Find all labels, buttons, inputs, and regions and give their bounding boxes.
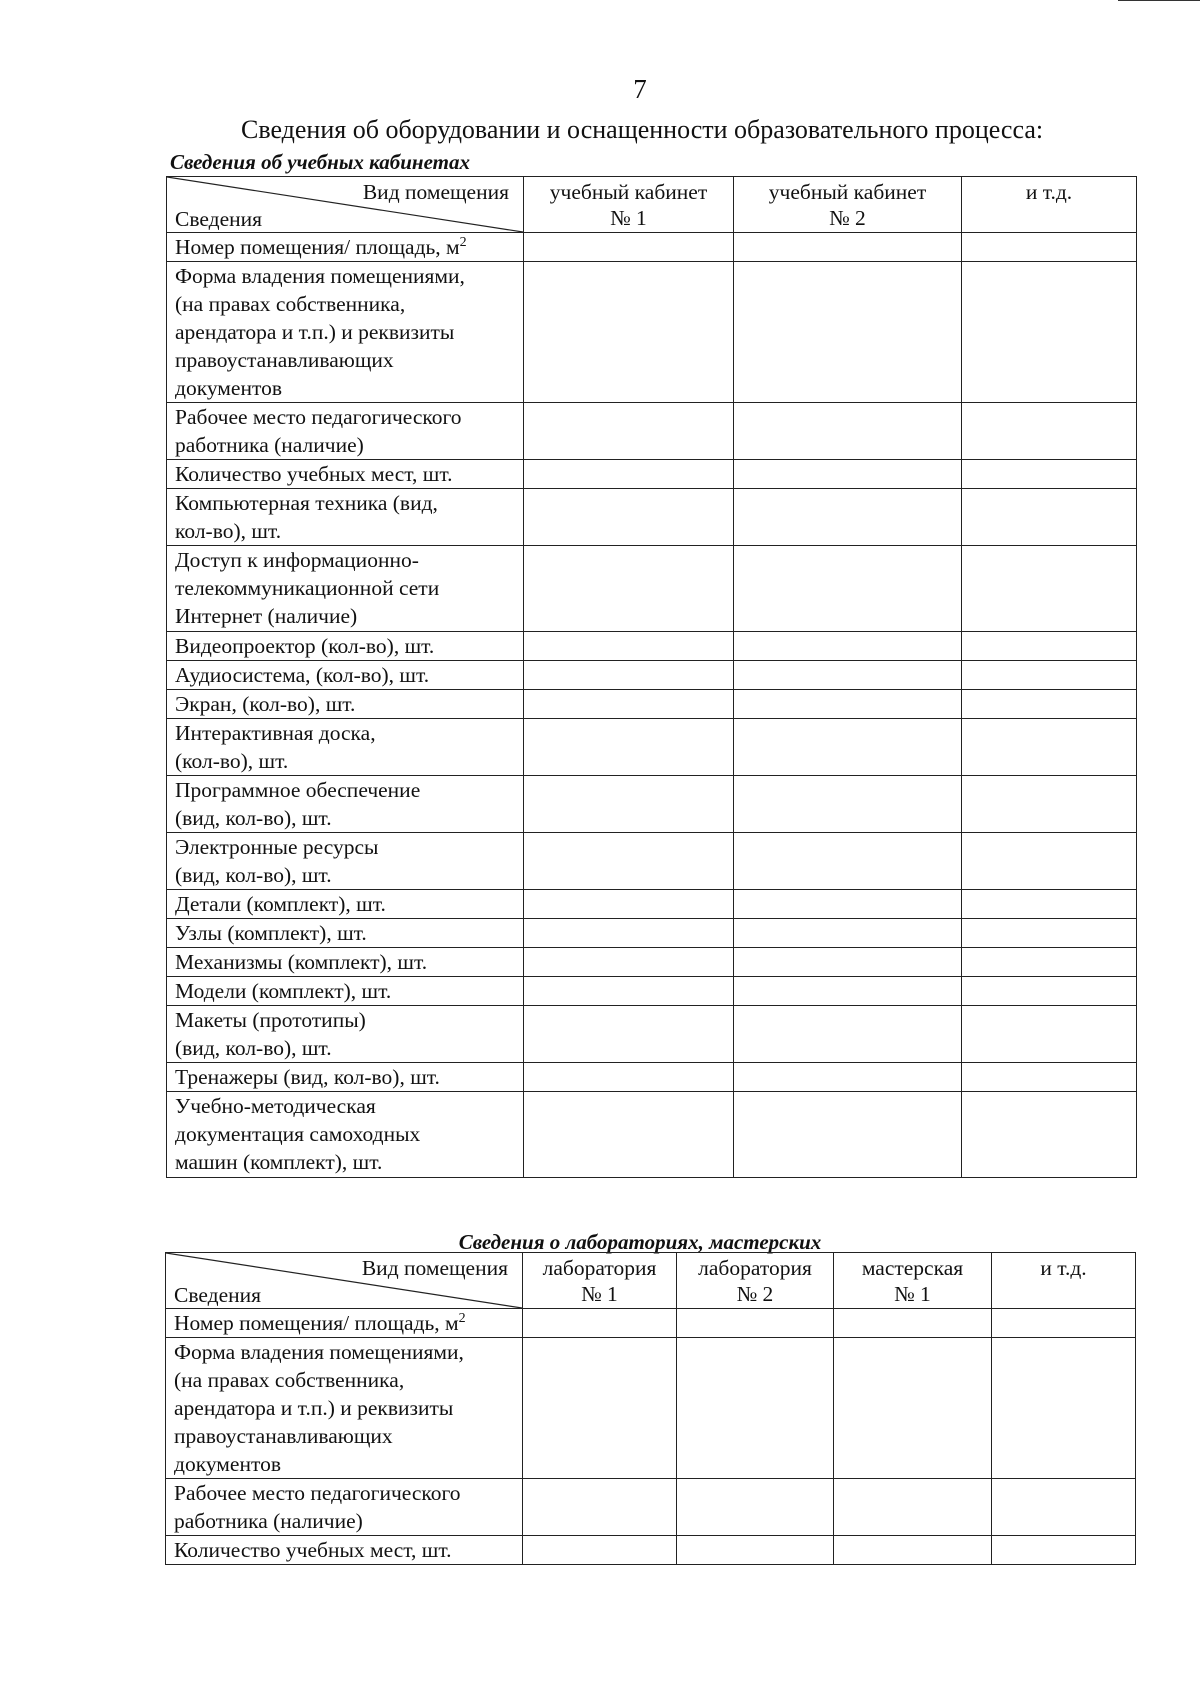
page-title: Сведения об оборудовании и оснащенности образовательного процесса:: [241, 115, 1044, 144]
column-header-label: мастерская № 1: [861, 1256, 964, 1306]
row-label-cell: [167, 262, 524, 403]
table-row: [166, 1479, 1136, 1536]
empty-value-cell: [523, 1536, 677, 1565]
empty-value-cell: [524, 833, 734, 890]
table-row: [167, 833, 1137, 890]
row-label: Программное обеспечение (вид, кол-во), шт.: [175, 778, 421, 830]
row-label: Номер помещения/ площадь, м: [174, 1311, 459, 1335]
row-label: Рабочее место педагогического работника (наличие): [174, 1481, 461, 1533]
empty-value-cell: [734, 776, 962, 833]
column-header: [734, 177, 962, 233]
empty-value-cell: [834, 1309, 992, 1338]
column-header: [962, 177, 1137, 233]
table-row: [167, 977, 1137, 1006]
table-row: [167, 233, 1137, 262]
row-label-cell: [167, 977, 524, 1006]
row-label-cell: [167, 489, 524, 546]
row-label-cell: [167, 1063, 524, 1092]
area-exponent: 2: [459, 234, 467, 250]
empty-value-cell: [524, 977, 734, 1006]
column-header-label: и т.д.: [1040, 1256, 1087, 1280]
empty-value-cell: [524, 1092, 734, 1178]
row-label: Аудиосистема, (кол-во), шт.: [175, 663, 430, 687]
page-number: 7: [633, 74, 647, 104]
table-row: [167, 1006, 1137, 1063]
empty-value-cell: [992, 1479, 1136, 1536]
row-label: Интерактивная доска, (кол-во), шт.: [175, 721, 376, 773]
row-label: Количество учебных мест, шт.: [174, 1538, 452, 1562]
cabinets-section-title: Сведения об учебных кабинетах: [170, 150, 470, 174]
table-row: [166, 1338, 1136, 1479]
empty-value-cell: [962, 719, 1137, 776]
empty-value-cell: [677, 1309, 834, 1338]
row-label-cell: [166, 1338, 523, 1479]
row-label-cell: [167, 776, 524, 833]
empty-value-cell: [734, 1092, 962, 1178]
row-label: Учебно-методическая документация самоходных машин (комплект), шт.: [175, 1094, 421, 1174]
empty-value-cell: [734, 948, 962, 977]
table-row: [166, 1536, 1136, 1565]
empty-value-cell: [962, 890, 1137, 919]
table-row: [167, 460, 1137, 489]
empty-value-cell: [677, 1536, 834, 1565]
row-label-cell: [167, 890, 524, 919]
empty-value-cell: [962, 460, 1137, 489]
empty-value-cell: [992, 1536, 1136, 1565]
column-header-label: и т.д.: [1025, 180, 1073, 204]
empty-value-cell: [962, 233, 1137, 262]
row-label: Форма владения помещениями, (на правах собственника, арендатора и т.п.) и реквизиты правоустанавливающих документов: [174, 1340, 464, 1476]
column-header: [834, 1253, 992, 1309]
empty-value-cell: [523, 1338, 677, 1479]
empty-value-cell: [962, 1006, 1137, 1063]
row-label: Тренажеры (вид, кол-во), шт.: [175, 1065, 440, 1089]
row-label: Доступ к информационно- телекоммуникационной сети Интернет (наличие): [175, 548, 440, 628]
corner-label-room-type: Вид помещения: [362, 180, 509, 204]
row-label-cell: [167, 460, 524, 489]
empty-value-cell: [962, 403, 1137, 460]
empty-value-cell: [524, 690, 734, 719]
empty-value-cell: [523, 1479, 677, 1536]
header-row: [166, 1253, 1136, 1309]
empty-value-cell: [992, 1309, 1136, 1338]
empty-value-cell: [734, 262, 962, 403]
row-label: Модели (комплект), шт.: [175, 979, 392, 1003]
column-header: [992, 1253, 1136, 1309]
empty-value-cell: [524, 489, 734, 546]
corner-label-info: Сведения: [174, 1283, 262, 1307]
area-exponent: 2: [458, 1310, 466, 1326]
scan-edge-line: [1118, 0, 1200, 1]
row-label: Экран, (кол-во), шт.: [175, 692, 356, 716]
table-row: [167, 661, 1137, 690]
row-label-cell: [167, 719, 524, 776]
corner-label-room-type: Вид помещения: [361, 1256, 508, 1280]
empty-value-cell: [734, 833, 962, 890]
empty-value-cell: [962, 833, 1137, 890]
empty-value-cell: [834, 1479, 992, 1536]
cabinets-table: [166, 176, 1137, 1178]
empty-value-cell: [524, 719, 734, 776]
table-row: [166, 1309, 1136, 1338]
row-label-cell: [167, 661, 524, 690]
row-label: Механизмы (комплект), шт.: [175, 950, 428, 974]
empty-value-cell: [524, 890, 734, 919]
table-row: [167, 890, 1137, 919]
row-label-cell: [167, 632, 524, 661]
empty-value-cell: [992, 1338, 1136, 1479]
empty-value-cell: [524, 661, 734, 690]
empty-value-cell: [524, 403, 734, 460]
empty-value-cell: [524, 546, 734, 632]
empty-value-cell: [734, 719, 962, 776]
table-row: [167, 690, 1137, 719]
empty-value-cell: [734, 690, 962, 719]
empty-value-cell: [677, 1479, 834, 1536]
empty-value-cell: [734, 977, 962, 1006]
table-row: [167, 719, 1137, 776]
row-label: Компьютерная техника (вид, кол-во), шт.: [175, 491, 438, 543]
row-label: Электронные ресурсы (вид, кол-во), шт.: [175, 835, 379, 887]
empty-value-cell: [734, 460, 962, 489]
empty-value-cell: [734, 233, 962, 262]
empty-value-cell: [734, 546, 962, 632]
row-label-cell: [167, 833, 524, 890]
empty-value-cell: [524, 776, 734, 833]
corner-label-info: Сведения: [175, 207, 263, 231]
empty-value-cell: [962, 546, 1137, 632]
empty-value-cell: [962, 1092, 1137, 1178]
empty-value-cell: [834, 1338, 992, 1479]
column-header-label: учебный кабинет № 1: [549, 180, 708, 230]
table-row: [167, 632, 1137, 661]
empty-value-cell: [962, 262, 1137, 403]
row-label-cell: [167, 546, 524, 632]
empty-value-cell: [524, 948, 734, 977]
row-label-cell: [167, 233, 524, 262]
table-row: [167, 546, 1137, 632]
labs-table: [165, 1252, 1136, 1565]
row-label-cell: [166, 1309, 523, 1338]
empty-value-cell: [524, 632, 734, 661]
empty-value-cell: [524, 1063, 734, 1092]
empty-value-cell: [734, 1063, 962, 1092]
empty-value-cell: [734, 489, 962, 546]
row-label-cell: [166, 1479, 523, 1536]
empty-value-cell: [962, 690, 1137, 719]
table-row: [167, 262, 1137, 403]
table-row: [167, 1092, 1137, 1178]
row-label: Узлы (комплект), шт.: [175, 921, 367, 945]
empty-value-cell: [524, 1006, 734, 1063]
column-header-label: лаборатория № 2: [698, 1256, 812, 1306]
empty-value-cell: [962, 489, 1137, 546]
empty-value-cell: [523, 1309, 677, 1338]
corner-header-cell: [166, 1253, 523, 1309]
row-label: Количество учебных мест, шт.: [175, 462, 453, 486]
empty-value-cell: [962, 948, 1137, 977]
row-label: Детали (комплект), шт.: [175, 892, 386, 916]
table-row: [167, 948, 1137, 977]
row-label-cell: [167, 919, 524, 948]
row-label-cell: [167, 948, 524, 977]
empty-value-cell: [962, 776, 1137, 833]
corner-header-cell: [167, 177, 524, 233]
row-label: Рабочее место педагогического работника (наличие): [175, 405, 462, 457]
column-header-label: учебный кабинет № 2: [768, 180, 927, 230]
table-row: [167, 403, 1137, 460]
empty-value-cell: [734, 632, 962, 661]
column-header: [523, 1253, 677, 1309]
table-row: [167, 919, 1137, 948]
empty-value-cell: [677, 1338, 834, 1479]
table-row: [167, 1063, 1137, 1092]
empty-value-cell: [524, 262, 734, 403]
empty-value-cell: [962, 1063, 1137, 1092]
empty-value-cell: [524, 919, 734, 948]
column-header: [677, 1253, 834, 1309]
empty-value-cell: [834, 1536, 992, 1565]
row-label-cell: [167, 1092, 524, 1178]
row-label-cell: [167, 690, 524, 719]
row-label: Макеты (прототипы) (вид, кол-во), шт.: [175, 1008, 366, 1060]
row-label-cell: [167, 403, 524, 460]
empty-value-cell: [734, 919, 962, 948]
row-label-cell: [167, 1006, 524, 1063]
empty-value-cell: [962, 661, 1137, 690]
labs-section-title: Сведения о лабораториях, мастерских: [458, 1230, 822, 1254]
empty-value-cell: [962, 919, 1137, 948]
empty-value-cell: [734, 1006, 962, 1063]
row-label: Видеопроектор (кол-во), шт.: [175, 634, 435, 658]
header-row: [167, 177, 1137, 233]
empty-value-cell: [734, 890, 962, 919]
empty-value-cell: [962, 632, 1137, 661]
table-row: [167, 776, 1137, 833]
row-label: Форма владения помещениями, (на правах собственника, арендатора и т.п.) и реквизиты правоустанавливающих документов: [175, 264, 465, 400]
empty-value-cell: [524, 460, 734, 489]
empty-value-cell: [962, 977, 1137, 1006]
row-label-cell: [166, 1536, 523, 1565]
empty-value-cell: [734, 661, 962, 690]
table-row: [167, 489, 1137, 546]
column-header-label: лаборатория № 1: [542, 1256, 657, 1306]
empty-value-cell: [524, 233, 734, 262]
empty-value-cell: [734, 403, 962, 460]
column-header: [524, 177, 734, 233]
row-label: Номер помещения/ площадь, м: [175, 235, 460, 259]
